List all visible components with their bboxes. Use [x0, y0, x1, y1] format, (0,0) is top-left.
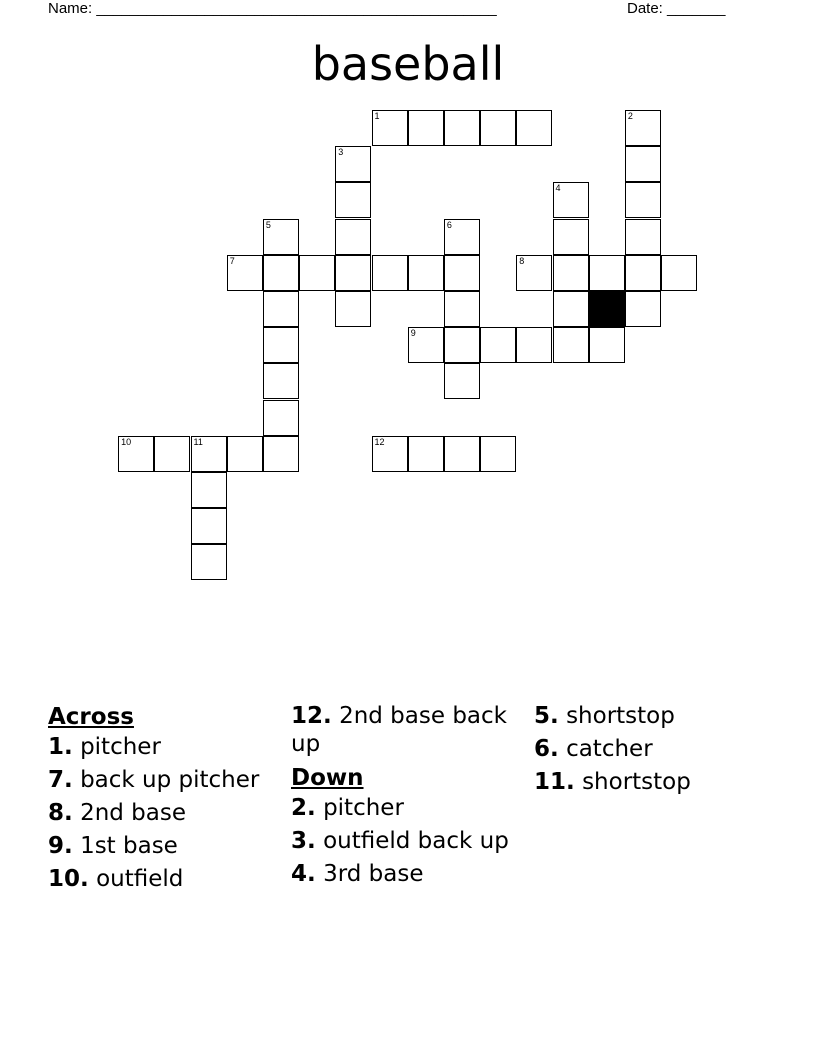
cell-number: 2 — [627, 111, 633, 121]
clue-across-8 — [48, 799, 273, 827]
crossword-cell[interactable] — [553, 291, 589, 327]
crossword-cell[interactable] — [589, 327, 625, 363]
crossword-cell[interactable] — [444, 327, 480, 363]
crossword-cell[interactable] — [408, 327, 444, 363]
crossword-cell[interactable] — [263, 363, 299, 399]
crossword-cell[interactable] — [625, 291, 661, 327]
cell-number: 8 — [519, 255, 525, 266]
crossword-cell[interactable] — [444, 219, 480, 255]
crossword-cell[interactable] — [516, 110, 552, 146]
crossword-cell[interactable] — [444, 291, 480, 327]
crossword-cell[interactable] — [625, 255, 661, 291]
crossword-cell[interactable] — [263, 327, 299, 363]
crossword-cell[interactable] — [263, 255, 299, 291]
clue-text: 2nd base — [80, 800, 187, 826]
clue-down-3 — [291, 827, 516, 855]
crossword-cell[interactable] — [444, 363, 480, 399]
cell-number: 7 — [229, 255, 235, 266]
crossword-cell[interactable] — [625, 182, 661, 218]
crossword-cell[interactable] — [299, 255, 335, 291]
clue-text: shortstop — [566, 703, 675, 729]
crossword-cell[interactable] — [625, 219, 661, 255]
clue-across-12 — [291, 702, 516, 758]
clue-across-1 — [48, 733, 273, 761]
clue-across-9 — [48, 832, 273, 860]
crossword-cell[interactable] — [553, 182, 589, 218]
name-field-label[interactable]: Name: ________________________________________________ — [48, 0, 497, 17]
crossword-cell[interactable] — [553, 327, 589, 363]
crossword-cell[interactable] — [154, 436, 190, 472]
cell-number: 3 — [338, 147, 344, 158]
crossword-cell[interactable] — [408, 110, 444, 146]
cell-number: 1 — [374, 111, 380, 121]
page-title: baseball — [311, 37, 505, 91]
clue-text: shortstop — [582, 769, 691, 795]
cell-number: 4 — [555, 183, 561, 194]
crossword-cell[interactable] — [263, 400, 299, 436]
crossword-cell[interactable] — [372, 255, 408, 291]
clue-text: outfield back up — [323, 828, 509, 854]
clue-column-3 — [534, 702, 759, 801]
crossword-cell[interactable] — [335, 182, 371, 218]
crossword-cell[interactable] — [118, 436, 154, 472]
clue-number: 8. — [48, 800, 73, 826]
crossword-cell[interactable] — [625, 146, 661, 182]
clue-down-11 — [534, 768, 759, 796]
clue-column-1 — [48, 702, 273, 898]
clue-text: pitcher — [80, 734, 161, 760]
crossword-cell[interactable] — [408, 255, 444, 291]
crossword-cell[interactable] — [516, 255, 552, 291]
crossword-cell[interactable] — [480, 110, 516, 146]
crossword-cell[interactable] — [444, 255, 480, 291]
clue-text: 2nd base back up — [291, 703, 507, 757]
clue-text: back up pitcher — [80, 767, 260, 793]
clue-number: 10. — [48, 866, 89, 892]
crossword-cell[interactable] — [625, 110, 661, 146]
clue-text: pitcher — [323, 795, 404, 821]
date-field-label[interactable]: Date: _______ — [627, 0, 726, 17]
cell-number: 12 — [374, 436, 385, 447]
across-heading: Across — [48, 704, 134, 730]
clue-text: 1st base — [80, 833, 178, 859]
crossword-cell[interactable] — [263, 219, 299, 255]
clue-number: 7. — [48, 767, 73, 793]
crossword-cell[interactable] — [408, 436, 444, 472]
black-cell — [589, 291, 625, 327]
crossword-cell[interactable] — [444, 436, 480, 472]
crossword-cell[interactable] — [480, 327, 516, 363]
clue-number: 2. — [291, 795, 316, 821]
crossword-cell[interactable] — [335, 146, 371, 182]
crossword-cell[interactable] — [191, 508, 227, 544]
clue-number: 3. — [291, 828, 316, 854]
crossword-cell[interactable] — [372, 110, 408, 146]
crossword-cell[interactable] — [263, 291, 299, 327]
crossword-cell[interactable] — [263, 436, 299, 472]
clue-down-2 — [291, 794, 516, 822]
crossword-cell[interactable] — [444, 110, 480, 146]
down-heading: Down — [291, 765, 364, 791]
crossword-cell[interactable] — [480, 436, 516, 472]
cell-number: 9 — [410, 328, 416, 339]
crossword-cell[interactable] — [553, 255, 589, 291]
crossword-cell[interactable] — [553, 219, 589, 255]
crossword-cell[interactable] — [335, 219, 371, 255]
crossword-cell[interactable] — [227, 436, 263, 472]
clue-across-10 — [48, 865, 273, 893]
clue-number: 5. — [534, 703, 559, 729]
cell-number: 6 — [446, 219, 452, 230]
clue-number: 6. — [534, 736, 559, 762]
clue-text: catcher — [566, 736, 653, 762]
crossword-cell[interactable] — [516, 327, 552, 363]
clue-across-7 — [48, 766, 273, 794]
crossword-cell[interactable] — [191, 544, 227, 580]
cell-number: 10 — [121, 436, 132, 447]
clue-text: outfield — [96, 866, 184, 892]
clue-down-6 — [534, 735, 759, 763]
clue-column-2 — [291, 702, 516, 893]
crossword-cell[interactable] — [335, 291, 371, 327]
crossword-cell[interactable] — [372, 436, 408, 472]
clues-section — [48, 702, 768, 1002]
crossword-cell[interactable] — [191, 472, 227, 508]
clue-number: 4. — [291, 861, 316, 887]
cell-number: 5 — [265, 219, 271, 230]
crossword-cell[interactable] — [589, 255, 625, 291]
clue-down-4 — [291, 860, 516, 888]
crossword-cell[interactable] — [661, 255, 697, 291]
crossword-cell[interactable] — [191, 436, 227, 472]
clue-number: 9. — [48, 833, 73, 859]
crossword-cell[interactable] — [227, 255, 263, 291]
clue-down-5 — [534, 702, 759, 730]
clue-text: 3rd base — [323, 861, 424, 887]
clue-number: 11. — [534, 769, 575, 795]
clue-number: 12. — [291, 703, 332, 729]
cell-number: 11 — [193, 436, 203, 447]
clue-number: 1. — [48, 734, 73, 760]
crossword-cell[interactable] — [335, 255, 371, 291]
